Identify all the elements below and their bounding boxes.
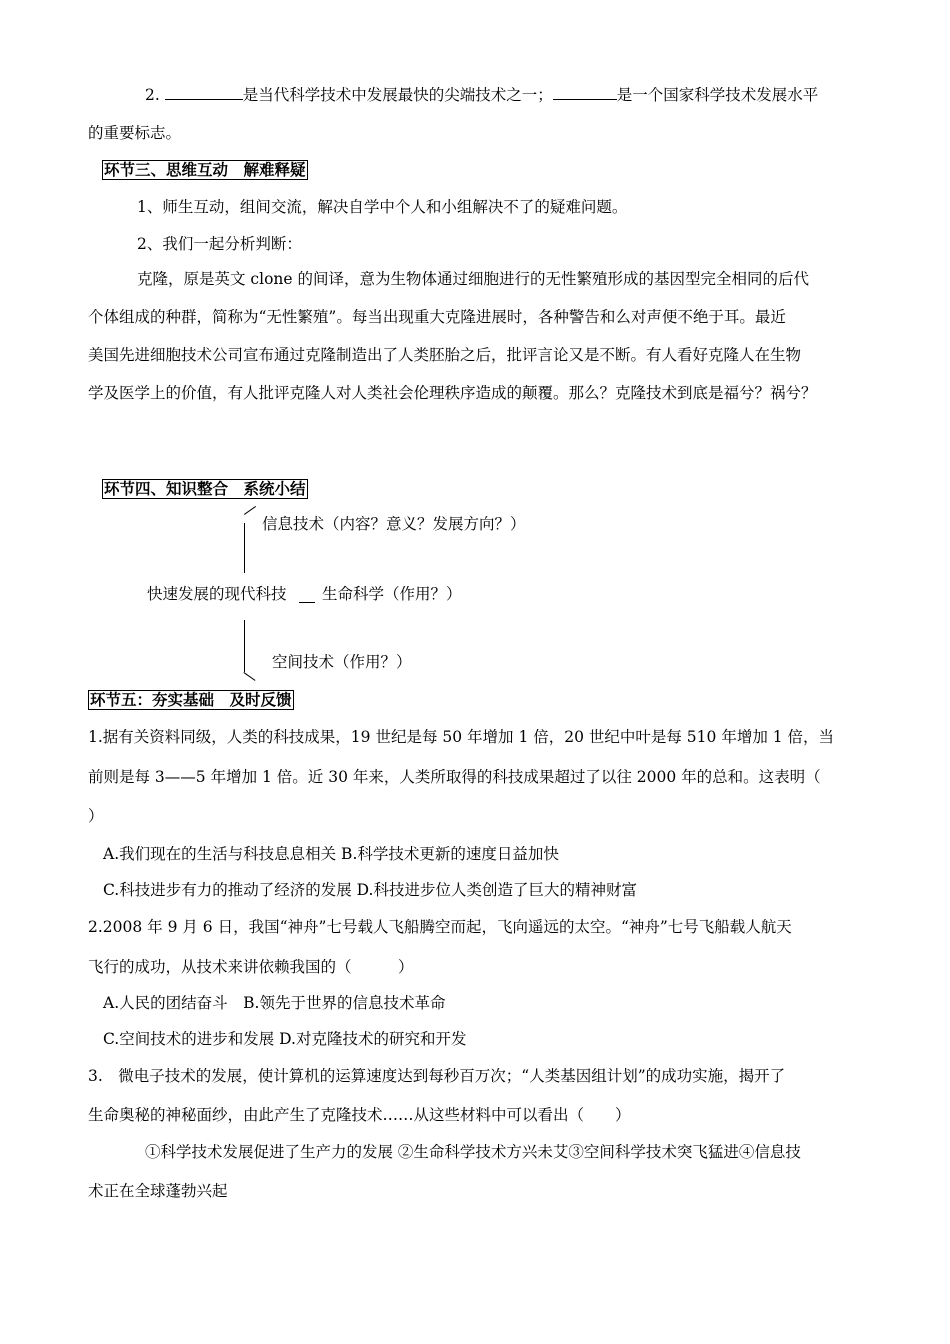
section-3-item-2: 2、我们一起分析判断：: [137, 235, 302, 253]
brace-upper-tick: [244, 506, 256, 515]
diagram-root: 快速发展的现代科技: [147, 585, 287, 603]
diagram-branch-information: 信息技术（内容？意义？发展方向？）: [262, 515, 526, 533]
clone-paragraph-line: 学及医学上的价值，有人批评克隆人对人类社会伦理秩序造成的颠覆。那么？克隆技术到底是福兮？祸兮？: [88, 384, 817, 402]
clone-paragraph-line: 个体组成的种群，简称为“无性繁殖”。每当出现重大克隆进展时，各种警告和么对声便不绝于耳。最近: [88, 308, 786, 326]
question-number: 2.: [145, 86, 160, 104]
section-4-title: 环节四、知识整合 系统小结: [104, 479, 306, 498]
question-1-option[interactable]: C.科技进步有力的推动了经济的发展 D.科技进步位人类创造了巨大的精神财富: [103, 881, 637, 899]
brace-lower-tick: [243, 672, 255, 681]
answer-blank-2[interactable]: [553, 83, 617, 100]
question-1-line: ）: [88, 807, 104, 825]
question-2-option[interactable]: A.人民的团结奋斗 B.领先于世界的信息技术革命: [103, 994, 446, 1012]
fill-question-2-cont: 的重要标志。: [88, 124, 182, 142]
diagram-branch-space: 空间技术（作用？）: [272, 653, 412, 671]
section-3-item-1: 1、师生互动，组间交流，解决自学中个人和小组解决不了的疑难问题。: [137, 198, 628, 216]
answer-blank-1[interactable]: [165, 83, 243, 100]
fill-question-2: [145, 83, 818, 105]
diagram-connector: [299, 602, 315, 603]
question-1-line: 1.据有关资料同级，人类的科技成果，19 世纪是每 50 年增加 1 倍，20 世纪中叶是每 510 年增加 1 倍，当: [88, 728, 835, 746]
brace-upper: [244, 523, 245, 573]
question-3-option[interactable]: ①科学技术发展促进了生产力的发展 ②生命科学技术方兴未艾③空间科学技术突飞猛进④信息技: [145, 1143, 801, 1161]
question-2-option[interactable]: C.空间技术的进步和发展 D.对克隆技术的研究和开发: [103, 1030, 467, 1048]
question-1-line: 前则是每 3——5 年增加 1 倍。近 30 年来，人类所取得的科技成果超过了以往 2000 年的总和。这表明（: [88, 768, 821, 786]
section-3-title: 环节三、思维互动 解难释疑: [104, 160, 306, 179]
question-text-part1: 是当代科学技术中发展最快的尖端技术之一；: [242, 86, 553, 104]
question-2-line: 飞行的成功，从技术来讲依赖我国的（ ）: [88, 958, 414, 976]
diagram-branch-life-science: 生命科学（作用？）: [322, 585, 462, 603]
question-3-option[interactable]: 术正在全球蓬勃兴起: [88, 1182, 228, 1200]
question-1-option[interactable]: A.我们现在的生活与科技息息相关 B.科学技术更新的速度日益加快: [103, 845, 559, 863]
brace-lower: [244, 620, 245, 672]
question-3-line: 3. 微电子技术的发展，使计算机的运算速度达到每秒百万次；“人类基因组计划”的成功实施，揭开了: [88, 1067, 786, 1085]
clone-paragraph-line: 美国先进细胞技术公司宣布通过克隆制造出了人类胚胎之后，批评言论又是不断。有人看好克隆人在生物: [88, 346, 802, 364]
section-5-title: 环节五：夯实基础 及时反馈: [90, 690, 292, 709]
question-text-part2: 是一个国家科学技术发展水平: [616, 86, 819, 104]
question-3-line: 生命奥秘的神秘面纱，由此产生了克隆技术……从这些材料中可以看出（ ）: [88, 1106, 631, 1124]
clone-paragraph-line: 克隆，原是英文 clone 的间译，意为生物体通过细胞进行的无性繁殖形成的基因型完全相同的后代: [137, 270, 809, 288]
question-2-line: 2.2008 年 9 月 6 日，我国“神舟”七号载人飞船腾空而起，飞向遥远的太空。“神舟”七号飞船载人航天: [88, 918, 792, 936]
